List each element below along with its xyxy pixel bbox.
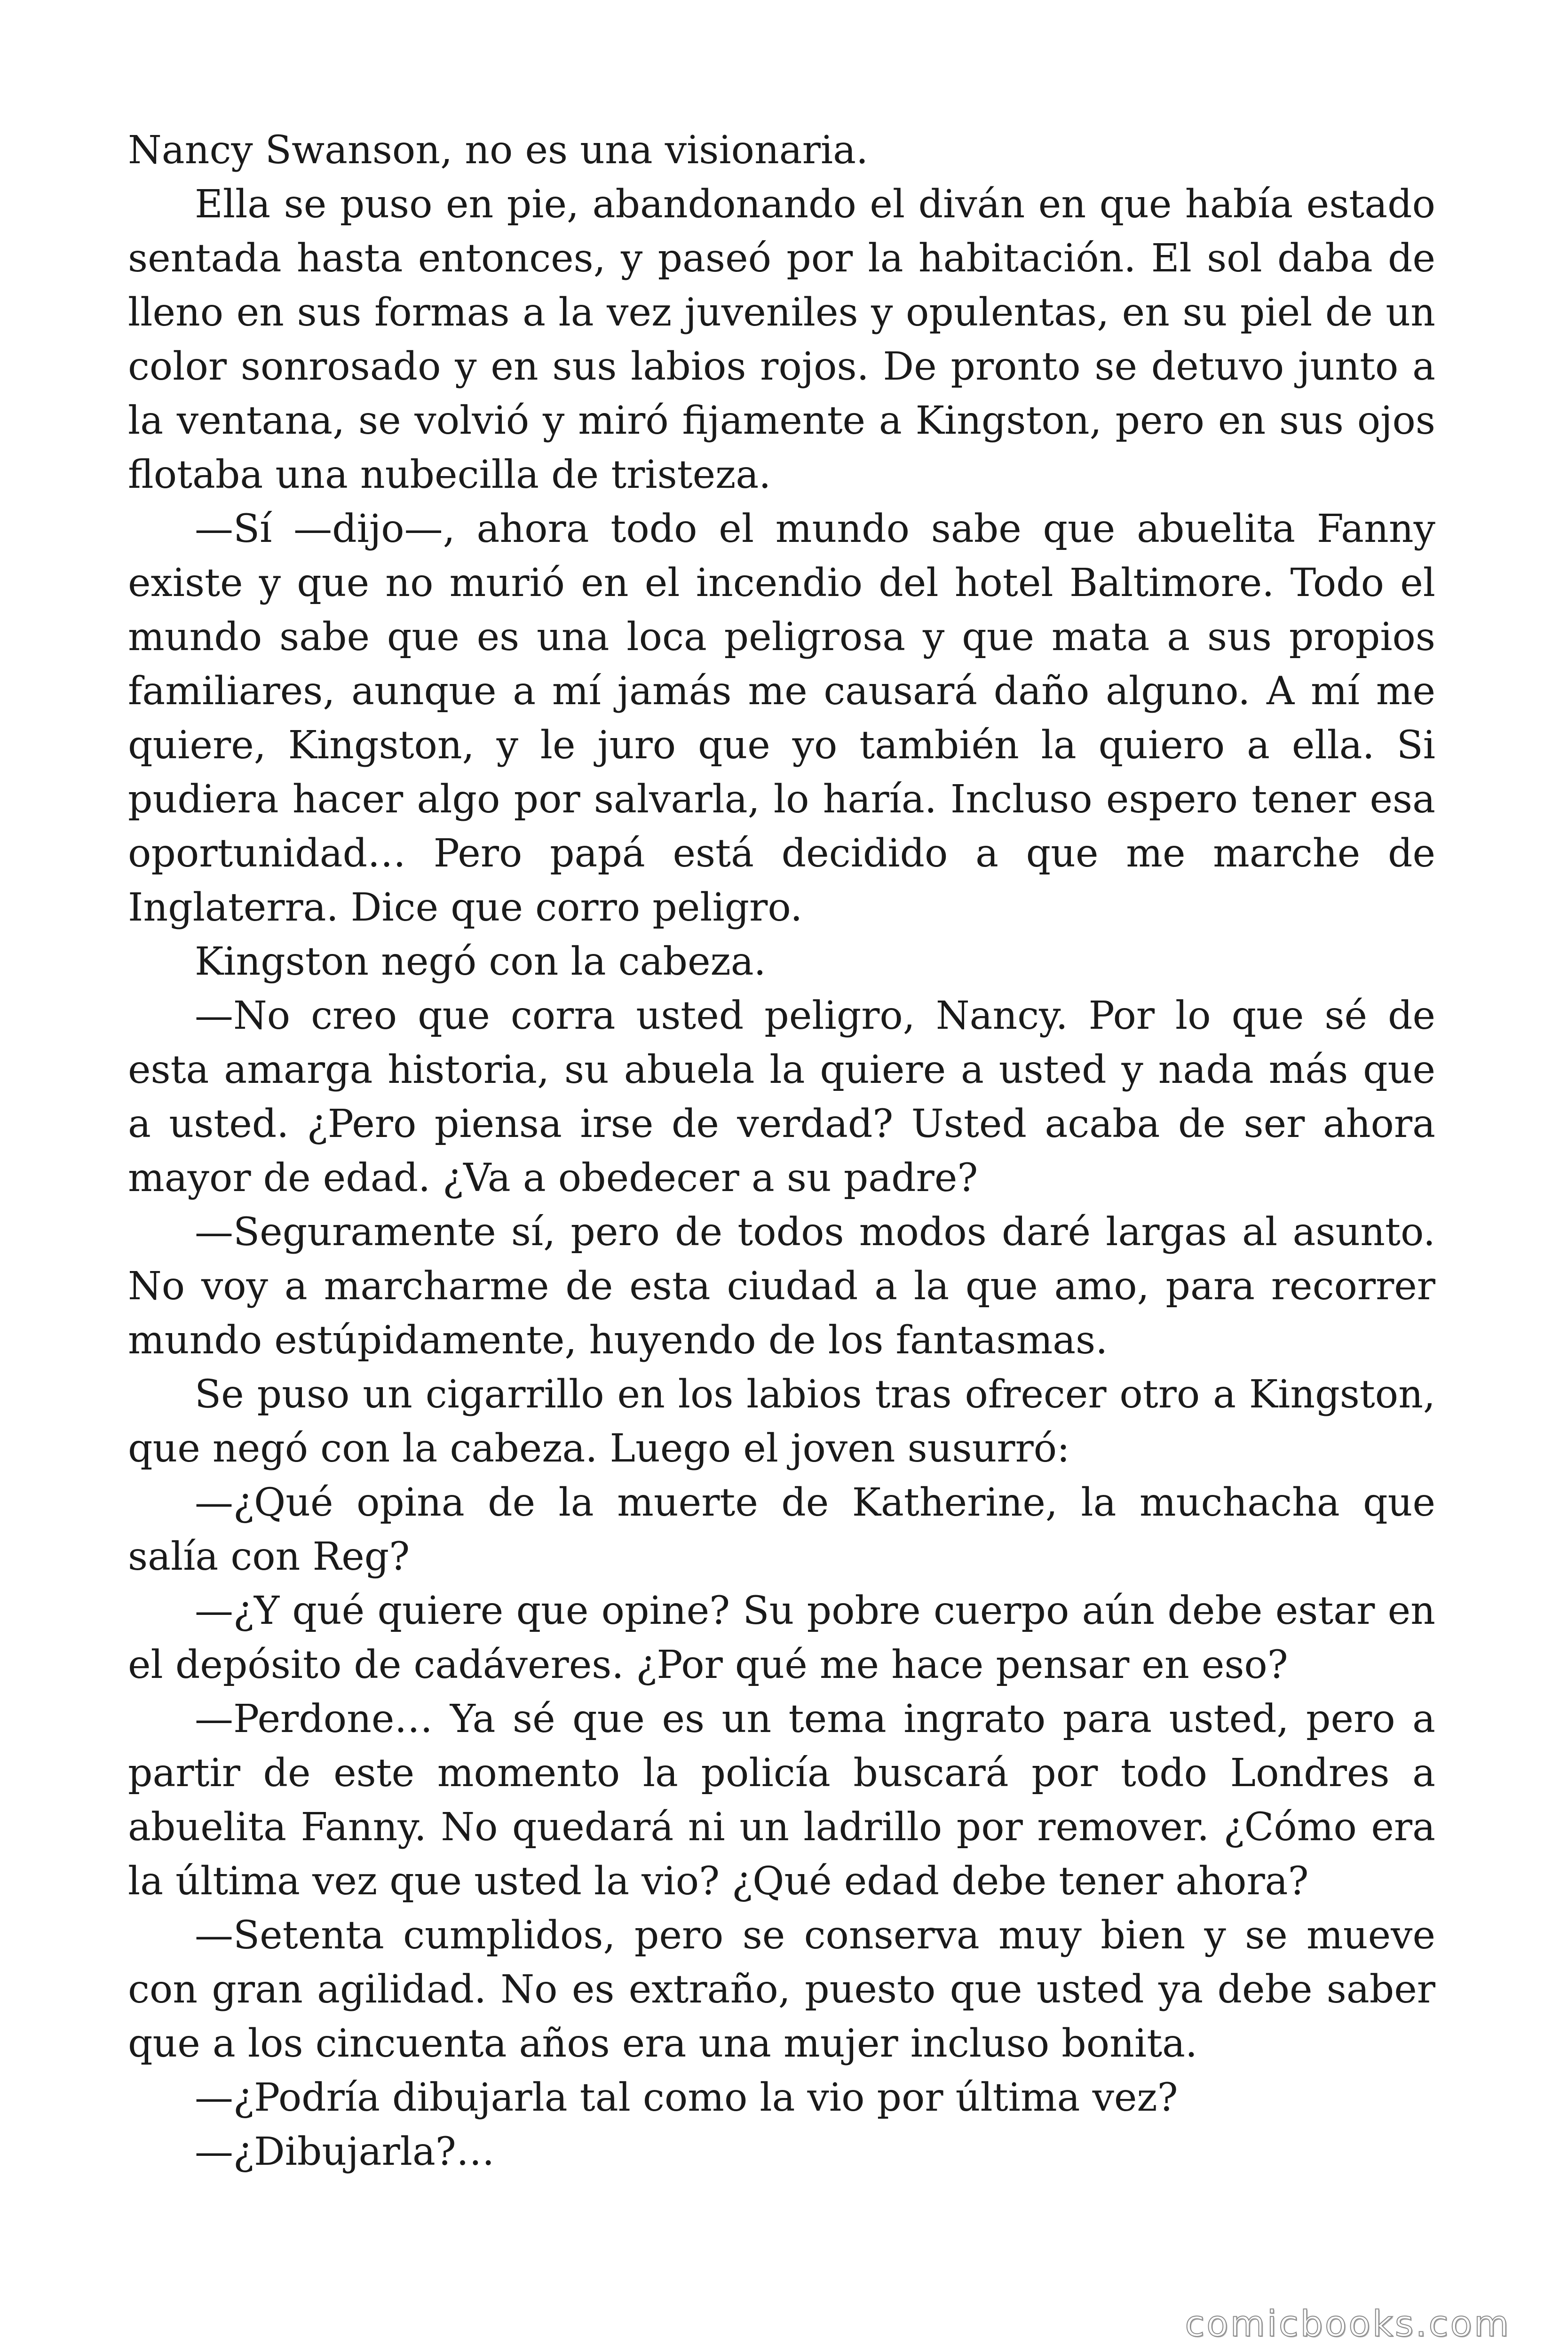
paragraph: Kingston negó con la cabeza. [195,939,766,984]
paragraph: —¿Qué opina de la muerte de Katherine, la muchacha que salía con Reg? [128,1480,1435,1579]
paragraph: —¿Y qué quiere que opine? Su pobre cuerpo aún debe estar en el depósito de cadáveres. ¿Por qué me hace pensar en eso? [128,1589,1435,1687]
paragraph: —Setenta cumplidos, pero se conserva muy bien y se mueve con gran agilidad. No es extraño, puesto que usted ya debe saber que a los cincuenta años era una mujer incluso bonita. [128,1913,1435,2066]
paragraph: —Perdone… Ya sé que es un tema ingrato para usted, pero a partir de este momento la policía buscará por todo Londres a abuelita Fanny. No quedará ni un ladrillo por remover. ¿Cómo era la última vez que usted la vio? ¿Qué edad debe tener ahora? [128,1697,1435,1904]
paragraph: Se puso un cigarrillo en los labios tras ofrecer otro a Kingston, que negó con la cabeza. Luego el joven susurró: [128,1372,1435,1471]
body-text [128,123,1435,2179]
paragraph: —¿Dibujarla?… [195,2130,495,2174]
watermark-text: comicbooks.com [1185,2303,1511,2344]
paragraph: Nancy Swanson, no es una visionaria. [128,128,869,173]
paragraph: —Seguramente sí, pero de todos modos daré largas al asunto. No voy a marcharme de esta ciudad a la que amo, para recorrer mundo estúpidamente, huyendo de los fantasmas. [128,1210,1435,1363]
paragraph: Ella se puso en pie, abandonando el diván en que había estado sentada hasta entonces, y paseó por la habitación. El sol daba de lleno en sus formas a la vez juveniles y opulentas, en su piel de un color sonrosado y en sus labios rojos. De pronto se detuvo junto a la ventana, se volvió y miró fijamente a Kingston, pero en sus ojos flotaba una nubecilla de tristeza. [128,182,1435,497]
paragraph: —No creo que corra usted peligro, Nancy. Por lo que sé de esta amarga historia, su abuela la quiere a usted y nada más que a usted. ¿Pero piensa irse de verdad? Usted acaba de ser ahora mayor de edad. ¿Va a obedecer a su padre? [128,993,1435,1200]
paragraph: —Sí —dijo—, ahora todo el mundo sabe que abuelita Fanny existe y que no murió en el incendio del hotel Baltimore. Todo el mundo sabe que es una loca peligrosa y que mata a sus propios familiares, aunque a mí jamás me causará daño alguno. A mí me quiere, Kingston, y le juro que yo también la quiero a ella. Si pudiera hacer algo por salvarla, lo haría. Incluso espero tener esa oportunidad… Pero papá está decidido a que me marche de Inglaterra. Dice que corro peligro. [128,507,1435,930]
paragraph: —¿Podría dibujarla tal como la vio por última vez? [195,2075,1178,2120]
